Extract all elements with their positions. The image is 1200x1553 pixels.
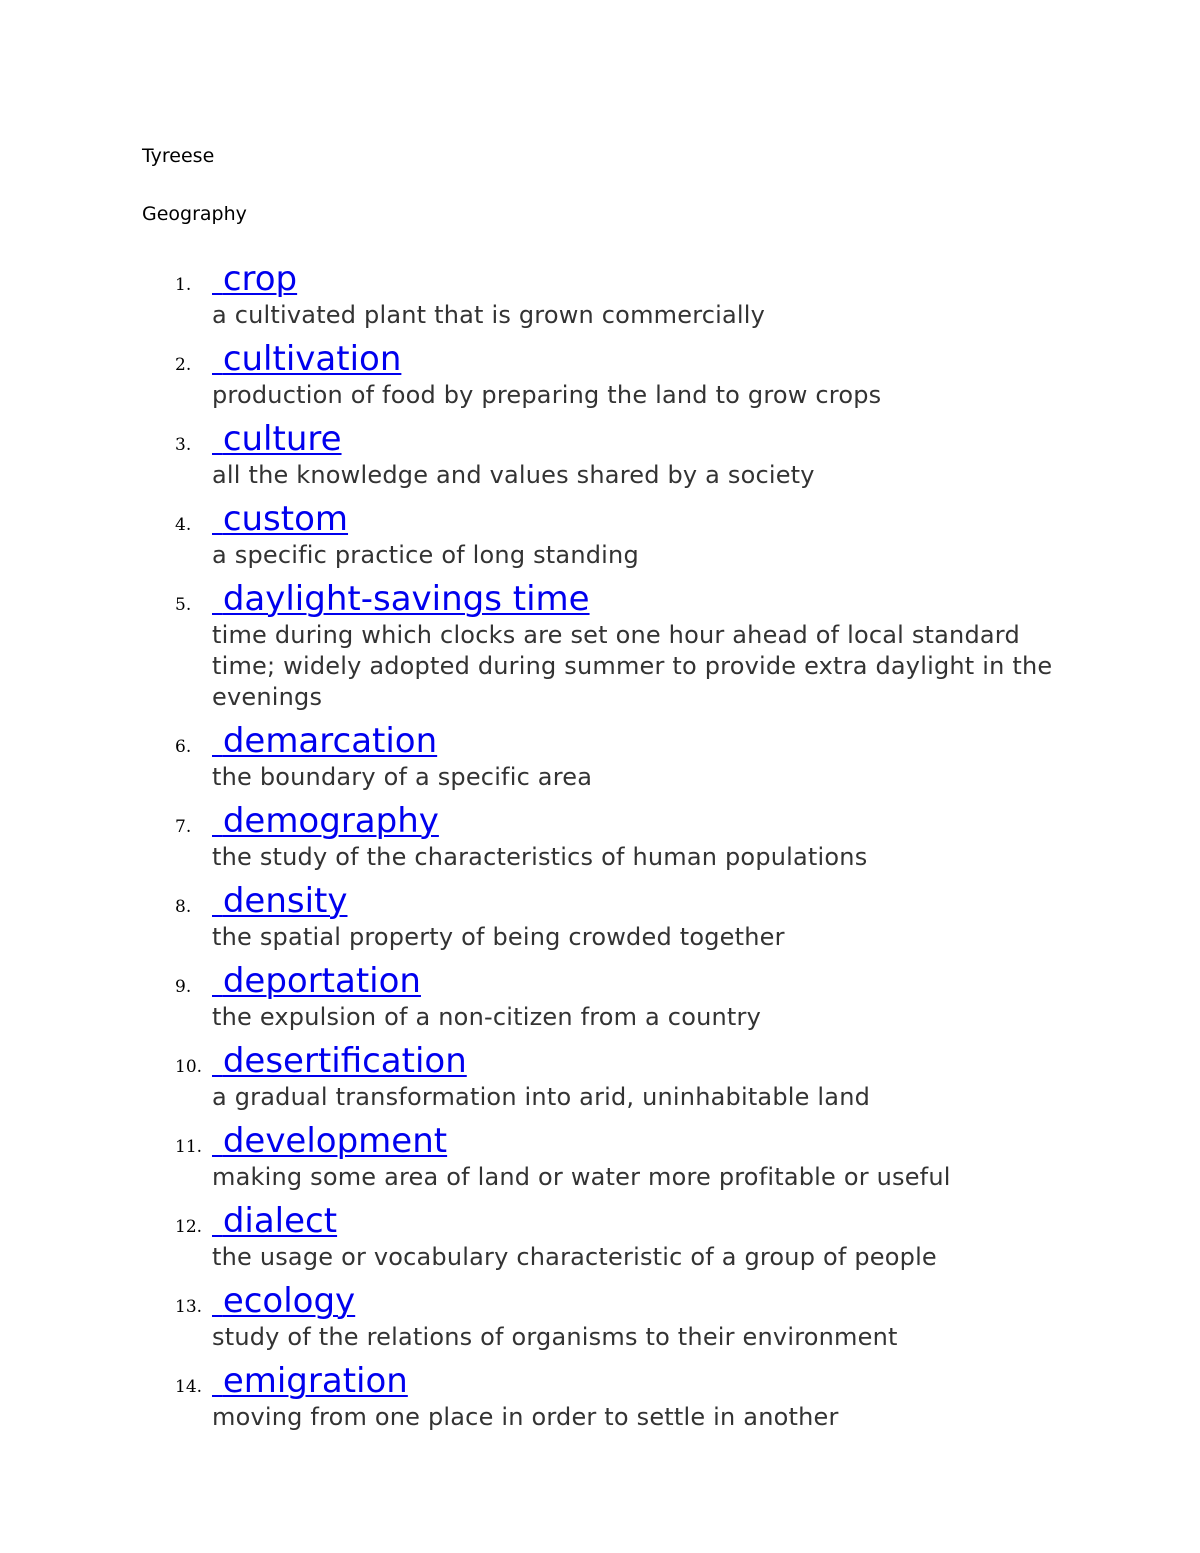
term-link[interactable]: density bbox=[222, 881, 348, 921]
term-link[interactable]: emigration bbox=[222, 1361, 408, 1401]
item-number: 10. bbox=[175, 1057, 203, 1077]
item-number: 5. bbox=[175, 595, 192, 615]
term-definition: all the knowledge and values shared by a society bbox=[212, 461, 815, 489]
term-definition: moving from one place in order to settle in another bbox=[212, 1403, 839, 1431]
term-definition: study of the relations of organisms to their environment bbox=[212, 1323, 898, 1351]
term-link[interactable]: dialect bbox=[222, 1201, 338, 1241]
term-link[interactable]: crop bbox=[222, 259, 298, 299]
term-link[interactable]: deportation bbox=[222, 961, 421, 1001]
list-item bbox=[0, 960, 1200, 1033]
list-item bbox=[0, 498, 1200, 571]
list-item bbox=[0, 800, 1200, 873]
term-definition: the expulsion of a non-citizen from a country bbox=[212, 1003, 761, 1031]
list-item bbox=[0, 1280, 1200, 1353]
item-number: 6. bbox=[175, 737, 192, 757]
item-number: 1. bbox=[175, 275, 192, 295]
list-item bbox=[0, 1040, 1200, 1113]
term-definition: production of food by preparing the land to grow crops bbox=[212, 381, 882, 409]
item-number: 12. bbox=[175, 1217, 203, 1237]
list-item bbox=[0, 418, 1200, 491]
item-number: 14. bbox=[175, 1377, 203, 1397]
list-item bbox=[0, 880, 1200, 953]
item-number: 8. bbox=[175, 897, 192, 917]
term-link[interactable]: custom bbox=[222, 499, 349, 539]
list-item bbox=[0, 1360, 1200, 1433]
term-link[interactable]: demarcation bbox=[222, 721, 438, 761]
item-number: 2. bbox=[175, 355, 192, 375]
term-definition: making some area of land or water more profitable or useful bbox=[212, 1163, 951, 1191]
term-definition: the study of the characteristics of human populations bbox=[212, 843, 868, 871]
term-definition: a specific practice of long standing bbox=[212, 541, 639, 569]
student-name: Tyreese bbox=[142, 145, 215, 167]
term-definition: a cultivated plant that is grown commercially bbox=[212, 301, 766, 329]
term-link[interactable]: culture bbox=[222, 419, 342, 459]
term-definition: a gradual transformation into arid, uninhabitable land bbox=[212, 1083, 871, 1111]
item-number: 13. bbox=[175, 1297, 203, 1317]
item-number: 9. bbox=[175, 977, 192, 997]
term-link[interactable]: cultivation bbox=[222, 339, 402, 379]
list-item bbox=[0, 720, 1200, 793]
list-item bbox=[0, 258, 1200, 331]
term-link[interactable]: development bbox=[222, 1121, 448, 1161]
term-link[interactable]: desertification bbox=[222, 1041, 467, 1081]
item-number: 4. bbox=[175, 515, 192, 535]
term-link[interactable]: daylight-savings time bbox=[222, 579, 590, 619]
subject-title: Geography bbox=[142, 203, 247, 225]
item-number: 7. bbox=[175, 817, 192, 837]
term-definition: the boundary of a specific area bbox=[212, 763, 593, 791]
vocabulary-list bbox=[0, 258, 1200, 1440]
term-definition: the usage or vocabulary characteristic of a group of people bbox=[212, 1243, 937, 1271]
list-item bbox=[0, 338, 1200, 411]
list-item bbox=[0, 1120, 1200, 1193]
term-definition: time during which clocks are set one hour ahead of local standard time; widely adopted during summer to provide extra daylight in the evenings bbox=[212, 621, 1053, 711]
list-item bbox=[0, 578, 1200, 713]
list-item bbox=[0, 1200, 1200, 1273]
term-link[interactable]: ecology bbox=[222, 1281, 356, 1321]
term-definition: the spatial property of being crowded together bbox=[212, 923, 785, 951]
item-number: 3. bbox=[175, 435, 192, 455]
term-link[interactable]: demography bbox=[222, 801, 439, 841]
item-number: 11. bbox=[175, 1137, 203, 1157]
